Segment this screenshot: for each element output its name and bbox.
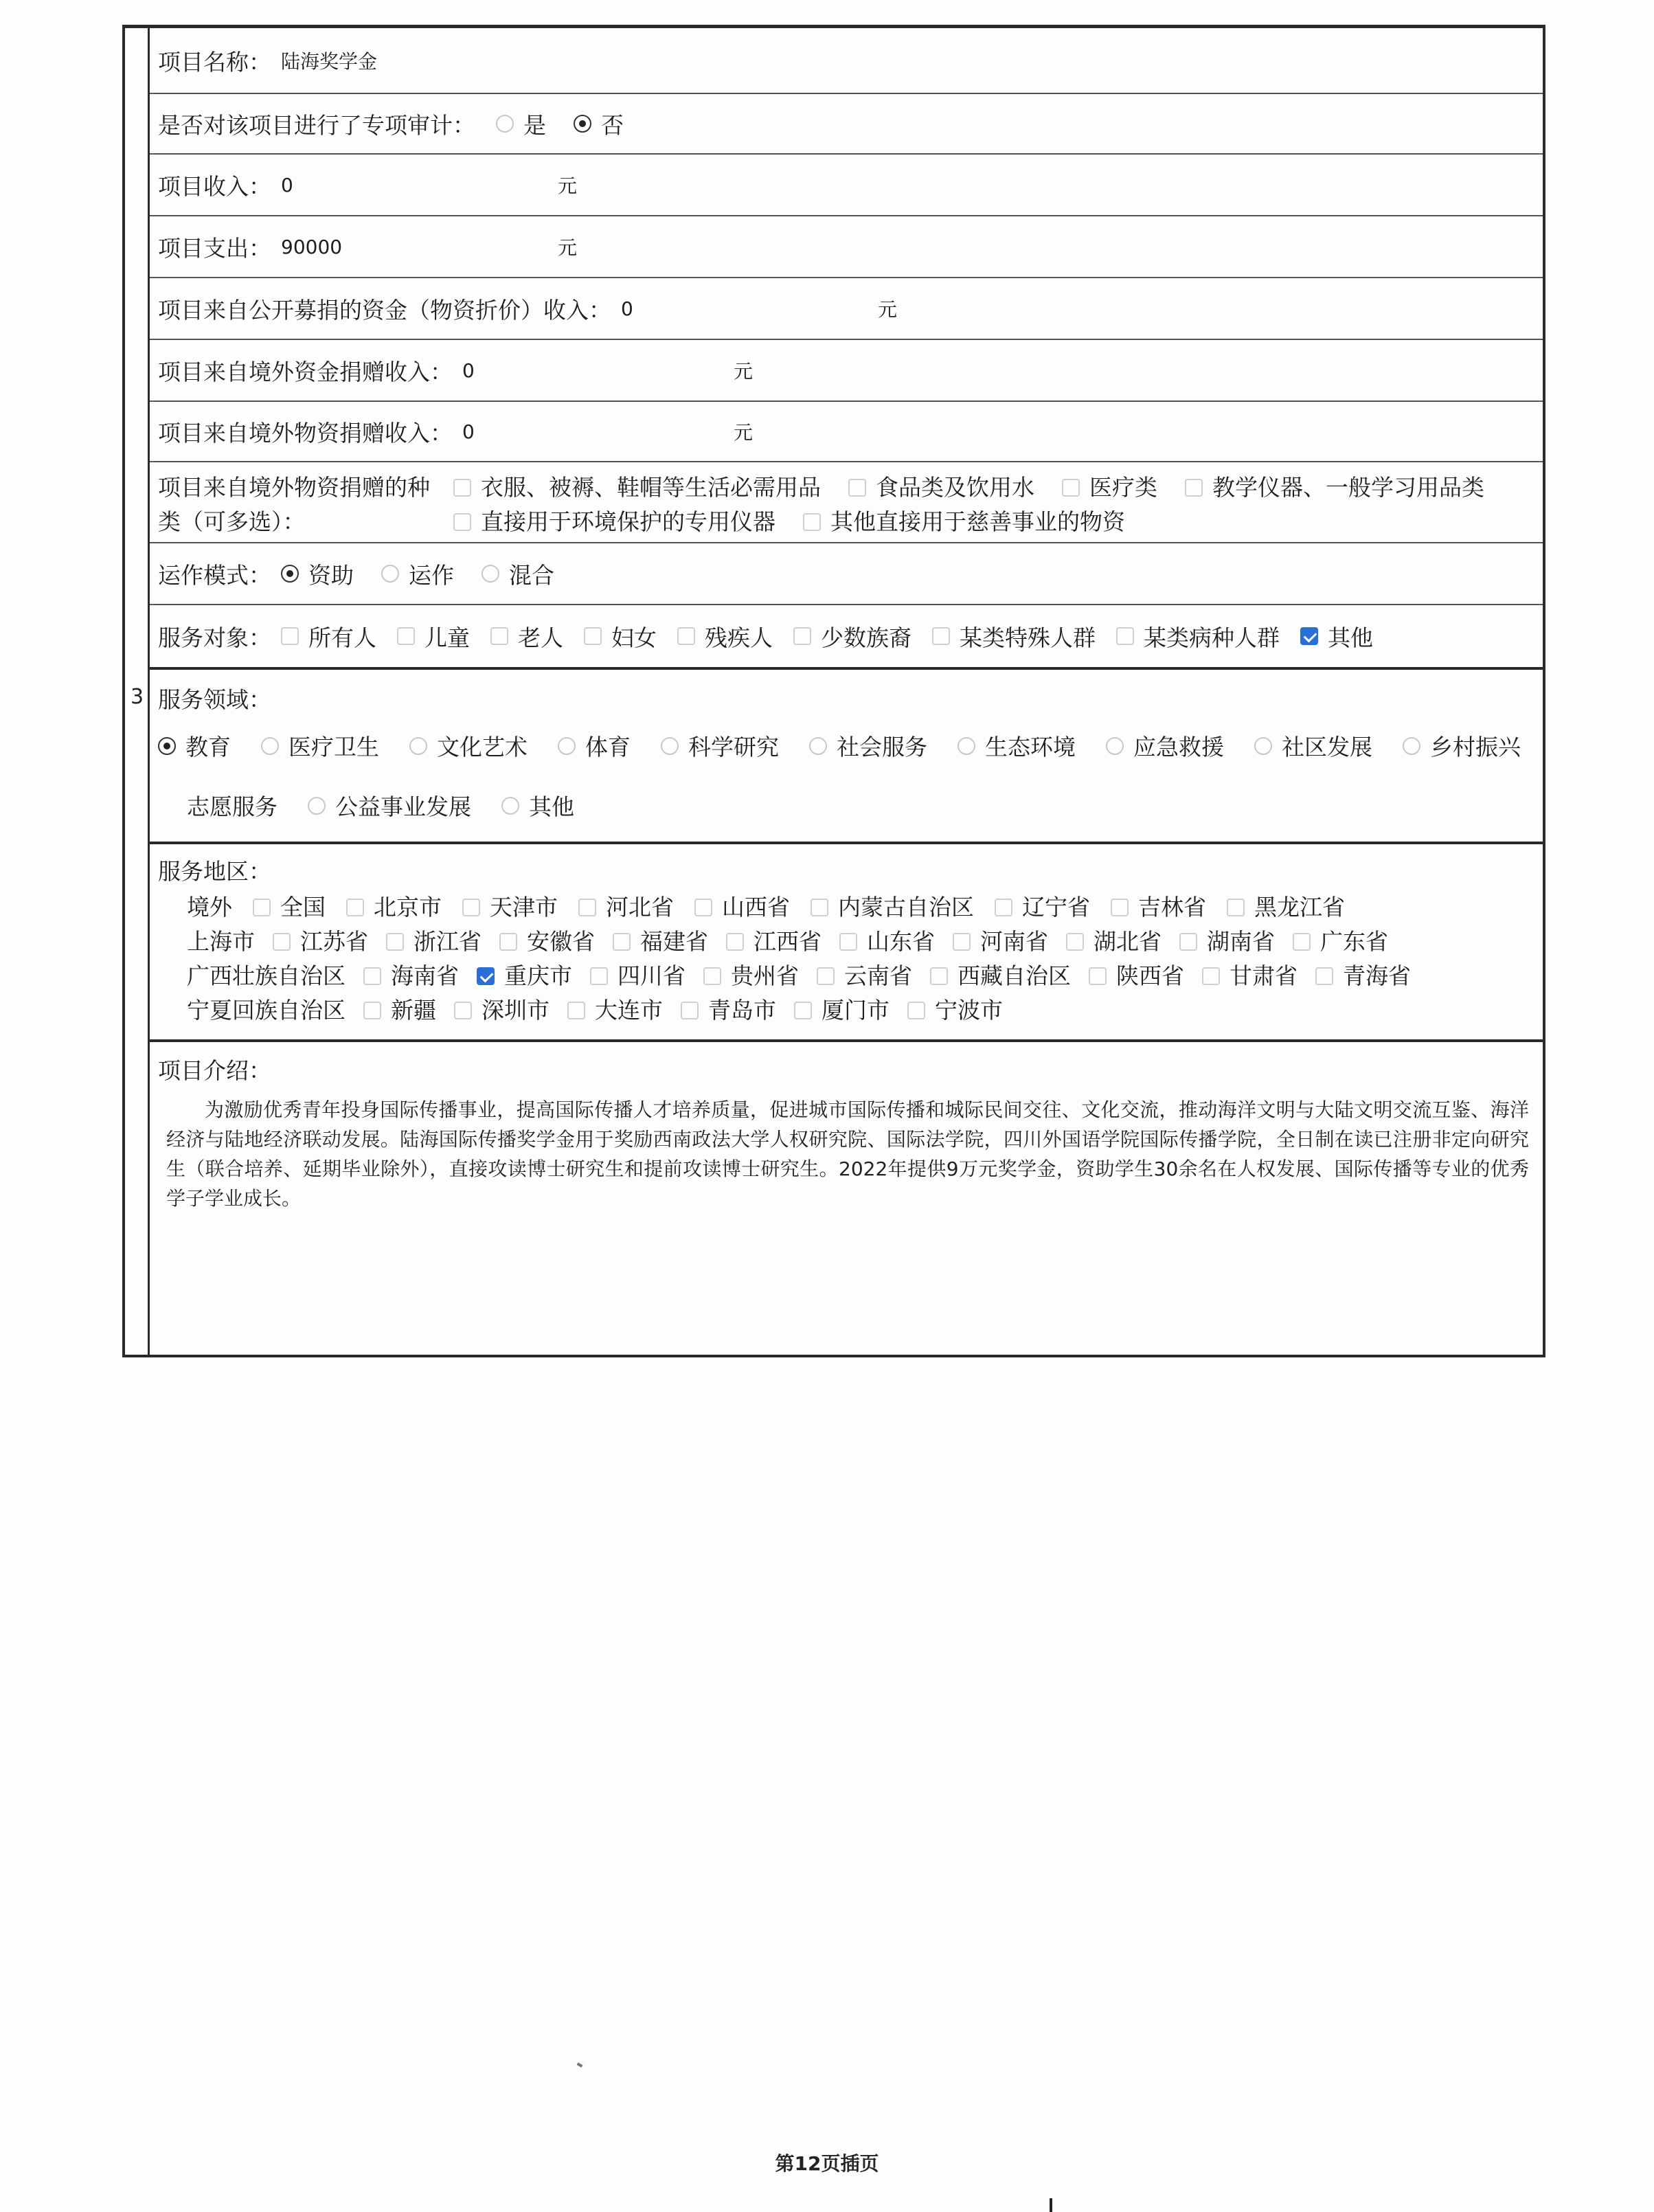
region-label: 青海省 bbox=[1343, 962, 1411, 989]
radio-icon bbox=[308, 797, 326, 815]
income-label: 项目收入： bbox=[158, 172, 271, 200]
radio-icon bbox=[558, 737, 576, 755]
region-label: 福建省 bbox=[640, 928, 708, 955]
region-option[interactable] bbox=[995, 890, 1090, 925]
radio-icon bbox=[261, 737, 279, 755]
checkbox-icon bbox=[1116, 627, 1134, 645]
region-label: 安徽省 bbox=[527, 928, 595, 955]
audit-option-label: 是 bbox=[523, 111, 546, 139]
table-body bbox=[150, 28, 1543, 1355]
target-option[interactable] bbox=[584, 620, 657, 653]
region-label: 深圳市 bbox=[482, 997, 550, 1024]
regions-line4 bbox=[187, 993, 1543, 1028]
checkbox-icon bbox=[584, 627, 602, 645]
goods-type-label: 直接用于环境保护的专用仪器 bbox=[481, 508, 775, 535]
region-option[interactable] bbox=[454, 993, 550, 1028]
checkbox-icon bbox=[462, 899, 480, 916]
region-option[interactable] bbox=[187, 925, 255, 959]
region-label: 海南省 bbox=[391, 962, 459, 989]
checkbox-icon bbox=[803, 513, 821, 531]
radio-icon bbox=[661, 737, 679, 755]
radio-selected-icon bbox=[158, 737, 176, 755]
project-table bbox=[122, 25, 1545, 1357]
checkbox-checked-icon bbox=[1300, 627, 1318, 645]
income-value[interactable]: 0 bbox=[281, 173, 293, 196]
field-option-label: 其他 bbox=[529, 793, 574, 820]
region-option[interactable] bbox=[726, 925, 822, 959]
goods-type-label: 医疗类 bbox=[1089, 474, 1157, 501]
regions-line3 bbox=[187, 959, 1543, 993]
goods-types-label-line1: 项目来自境外物资捐赠的种 bbox=[158, 474, 430, 501]
field-option-label: 志愿服务 bbox=[187, 793, 277, 820]
intro-text: 为激励优秀青年投身国际传播事业，提高国际传播人才培养质量，促进城市国际传播和城际民间交往、文化交流，推动海洋文明与大陆文明交流互鉴、海洋经济与陆地经济联动发展。陆海国际传播奖学金用于奖励西南政法大学人权研究院、国际法学院，四川外国语学院国际传播学院，全日制在读已注册非定向研究生（联合培养、延期毕业除外），直接攻读博士研究生和提前攻读博士研究生。2022年提供9万元奖学金，资助学生30余名在人权发展、国际传播等专业的优秀学子学业成长。 bbox=[166, 1098, 1529, 1210]
region-option[interactable] bbox=[1179, 925, 1275, 959]
checkbox-icon bbox=[1202, 967, 1220, 985]
field-option-label: 生态环境 bbox=[985, 734, 1076, 760]
checkbox-icon bbox=[848, 479, 866, 497]
region-label: 宁波市 bbox=[935, 997, 1003, 1024]
checkbox-icon bbox=[703, 967, 721, 985]
region-label: 陕西省 bbox=[1116, 962, 1184, 989]
field-option[interactable] bbox=[501, 789, 574, 822]
scan-speck bbox=[577, 2062, 583, 2067]
income-unit: 元 bbox=[558, 174, 578, 197]
regions-label: 服务地区： bbox=[158, 858, 271, 885]
foreign-goods-unit: 元 bbox=[734, 421, 754, 444]
checkbox-icon bbox=[1185, 479, 1203, 497]
field-option-label: 科学研究 bbox=[688, 734, 779, 760]
region-label: 山东省 bbox=[867, 928, 935, 955]
mode-option-funding[interactable] bbox=[281, 558, 354, 590]
checkbox-icon bbox=[1089, 967, 1107, 985]
region-label: 云南省 bbox=[844, 962, 912, 989]
target-option-label: 妇女 bbox=[611, 624, 657, 651]
checkbox-icon bbox=[677, 627, 695, 645]
goods-type-option[interactable] bbox=[1062, 471, 1157, 505]
target-option-label: 某类病种人群 bbox=[1144, 624, 1280, 651]
region-option[interactable] bbox=[363, 959, 459, 993]
field-option-education[interactable] bbox=[158, 730, 231, 762]
region-option[interactable] bbox=[817, 959, 912, 993]
target-option-label: 其他 bbox=[1328, 624, 1373, 651]
region-option[interactable] bbox=[839, 925, 935, 959]
intro-row bbox=[150, 1042, 1543, 1355]
checkbox-icon bbox=[613, 933, 631, 951]
radio-icon bbox=[1403, 737, 1420, 755]
region-label: 北京市 bbox=[374, 894, 442, 921]
field-option-label: 应急救援 bbox=[1133, 734, 1224, 760]
region-option[interactable] bbox=[1227, 890, 1345, 925]
audit-label: 是否对该项目进行了专项审计： bbox=[158, 111, 475, 139]
region-option[interactable] bbox=[930, 959, 1071, 993]
region-option[interactable] bbox=[703, 959, 799, 993]
radio-icon bbox=[501, 797, 519, 815]
expense-unit: 元 bbox=[558, 236, 578, 259]
field-option[interactable] bbox=[1403, 730, 1521, 762]
checkbox-icon bbox=[490, 627, 508, 645]
checkbox-icon bbox=[1315, 967, 1333, 985]
region-option[interactable] bbox=[187, 959, 345, 993]
region-label: 重庆市 bbox=[504, 962, 572, 989]
region-option[interactable] bbox=[1111, 890, 1206, 925]
checkbox-checked-icon bbox=[477, 967, 495, 985]
region-option[interactable] bbox=[794, 993, 890, 1028]
radio-icon bbox=[496, 115, 514, 133]
region-option[interactable] bbox=[462, 890, 558, 925]
radio-icon bbox=[381, 565, 399, 583]
region-label: 浙江省 bbox=[414, 928, 482, 955]
foreign-fund-value[interactable]: 0 bbox=[462, 359, 475, 382]
checkbox-icon bbox=[1227, 899, 1245, 916]
field-option[interactable] bbox=[308, 789, 471, 822]
foreign-goods-value[interactable]: 0 bbox=[462, 420, 475, 443]
region-label: 吉林省 bbox=[1138, 894, 1206, 921]
field-option[interactable] bbox=[409, 730, 528, 762]
goods-types-label bbox=[158, 471, 453, 539]
region-label: 境外 bbox=[187, 894, 232, 921]
checkbox-icon bbox=[932, 627, 950, 645]
goods-types-options bbox=[453, 471, 1512, 539]
region-label: 黑龙江省 bbox=[1254, 894, 1345, 921]
field-option-label: 文化艺术 bbox=[437, 734, 528, 760]
field-option-label: 社会服务 bbox=[837, 734, 927, 760]
checkbox-icon bbox=[499, 933, 517, 951]
row-number: 3 bbox=[131, 685, 144, 709]
expense-value[interactable]: 90000 bbox=[281, 235, 343, 258]
field-option[interactable] bbox=[661, 730, 779, 762]
income-row bbox=[150, 155, 1543, 216]
region-option[interactable] bbox=[363, 993, 436, 1028]
field-option[interactable] bbox=[809, 730, 927, 762]
project-name-label: 项目名称： bbox=[158, 48, 271, 76]
foreign-goods-label: 项目来自境外物资捐赠收入： bbox=[158, 419, 453, 447]
expense-label: 项目支出： bbox=[158, 234, 271, 262]
region-label: 西藏自治区 bbox=[958, 962, 1071, 989]
goods-types-row bbox=[150, 462, 1543, 543]
checkbox-icon bbox=[453, 479, 471, 497]
fields-options-line2 bbox=[158, 789, 1543, 822]
mode-option-label: 运作 bbox=[409, 561, 454, 589]
regions-options bbox=[158, 890, 1543, 1028]
region-label: 内蒙古自治区 bbox=[838, 894, 974, 921]
region-label: 河北省 bbox=[606, 894, 674, 921]
region-label: 宁夏回族自治区 bbox=[187, 997, 345, 1024]
region-option[interactable] bbox=[253, 890, 326, 925]
foreign-goods-row bbox=[150, 402, 1543, 462]
goods-types-label-line2: 类（可多选）： bbox=[158, 508, 306, 535]
region-label: 辽宁省 bbox=[1022, 894, 1090, 921]
audit-option-no[interactable] bbox=[574, 108, 624, 140]
goods-type-label: 其他直接用于慈善事业的物资 bbox=[830, 508, 1125, 535]
field-option-label: 乡村振兴 bbox=[1430, 734, 1521, 760]
mode-label: 运作模式： bbox=[158, 561, 271, 589]
region-label: 山西省 bbox=[722, 894, 790, 921]
field-option[interactable] bbox=[558, 730, 631, 762]
radio-icon bbox=[409, 737, 427, 755]
page-footer: 第12页插页 bbox=[775, 2152, 879, 2175]
region-label: 四川省 bbox=[618, 962, 686, 989]
checkbox-icon bbox=[817, 967, 835, 985]
checkbox-icon bbox=[567, 1002, 585, 1019]
radio-icon bbox=[1254, 737, 1272, 755]
checkbox-icon bbox=[273, 933, 291, 951]
field-option[interactable] bbox=[1254, 730, 1372, 762]
region-label: 青岛市 bbox=[708, 997, 776, 1024]
radio-selected-icon bbox=[281, 565, 299, 583]
field-option-label: 公益事业发展 bbox=[335, 793, 471, 820]
target-option-label: 老人 bbox=[518, 624, 563, 651]
field-option[interactable] bbox=[261, 730, 379, 762]
target-option-label: 残疾人 bbox=[705, 624, 773, 651]
field-option-label: 教育 bbox=[185, 734, 231, 760]
radio-selected-icon bbox=[574, 115, 591, 133]
region-option[interactable] bbox=[1089, 959, 1184, 993]
goods-type-label: 食品类及饮用水 bbox=[876, 474, 1034, 501]
goods-type-option[interactable] bbox=[453, 505, 775, 539]
region-label: 广东省 bbox=[1320, 928, 1388, 955]
region-option[interactable] bbox=[1202, 959, 1298, 993]
checkbox-icon bbox=[1179, 933, 1197, 951]
target-option-label: 少数族裔 bbox=[821, 624, 911, 651]
region-label: 甘肃省 bbox=[1230, 962, 1298, 989]
target-option[interactable] bbox=[793, 620, 911, 653]
region-label: 湖北省 bbox=[1094, 928, 1162, 955]
checkbox-icon bbox=[363, 967, 381, 985]
checkbox-icon bbox=[839, 933, 857, 951]
public-fund-label: 项目来自公开募捐的资金（物资折价）收入： bbox=[158, 296, 611, 324]
foreign-fund-unit: 元 bbox=[734, 360, 754, 383]
region-label: 新疆 bbox=[391, 997, 436, 1024]
region-label: 厦门市 bbox=[822, 997, 890, 1024]
mode-option-label: 资助 bbox=[308, 561, 354, 589]
region-option[interactable] bbox=[187, 890, 232, 925]
checkbox-icon bbox=[953, 933, 971, 951]
mode-option-operation[interactable] bbox=[381, 558, 454, 590]
checkbox-icon bbox=[930, 967, 948, 985]
fields-row bbox=[150, 670, 1543, 844]
region-option[interactable] bbox=[1066, 925, 1162, 959]
region-label: 河南省 bbox=[980, 928, 1048, 955]
checkbox-icon bbox=[907, 1002, 925, 1019]
scan-mark bbox=[1050, 2198, 1052, 2212]
field-option[interactable] bbox=[958, 730, 1076, 762]
targets-row bbox=[150, 605, 1543, 670]
region-label: 大连市 bbox=[595, 997, 663, 1024]
checkbox-icon bbox=[590, 967, 608, 985]
region-option[interactable] bbox=[578, 890, 674, 925]
public-fund-unit: 元 bbox=[878, 298, 898, 321]
region-option[interactable] bbox=[567, 993, 663, 1028]
region-label: 上海市 bbox=[187, 928, 255, 955]
audit-option-label: 否 bbox=[601, 111, 624, 139]
region-option[interactable] bbox=[1293, 925, 1388, 959]
goods-type-label: 衣服、被褥、鞋帽等生活必需用品 bbox=[481, 474, 821, 501]
region-option[interactable] bbox=[907, 993, 1003, 1028]
field-option-label: 医疗卫生 bbox=[288, 734, 379, 760]
audit-row bbox=[150, 94, 1543, 155]
public-fund-value[interactable]: 0 bbox=[621, 297, 633, 320]
goods-type-option[interactable] bbox=[453, 471, 821, 505]
target-option[interactable] bbox=[281, 620, 376, 653]
target-option-other[interactable] bbox=[1300, 620, 1373, 653]
region-option[interactable] bbox=[187, 993, 345, 1028]
region-option[interactable] bbox=[346, 890, 442, 925]
checkbox-icon bbox=[1066, 933, 1084, 951]
fields-options-line1 bbox=[158, 730, 1543, 762]
checkbox-icon bbox=[386, 933, 404, 951]
region-label: 天津市 bbox=[490, 894, 558, 921]
checkbox-icon bbox=[1111, 899, 1129, 916]
region-label: 湖南省 bbox=[1207, 928, 1275, 955]
checkbox-icon bbox=[681, 1002, 699, 1019]
public-fund-row bbox=[150, 278, 1543, 340]
region-label: 江西省 bbox=[754, 928, 822, 955]
regions-line2 bbox=[187, 925, 1543, 959]
expense-row bbox=[150, 216, 1543, 278]
target-option[interactable] bbox=[932, 620, 1096, 653]
region-label: 贵州省 bbox=[731, 962, 799, 989]
field-option[interactable] bbox=[1106, 730, 1224, 762]
target-option-label: 所有人 bbox=[308, 624, 376, 651]
checkbox-icon bbox=[346, 899, 364, 916]
region-option[interactable] bbox=[953, 925, 1048, 959]
fields-label: 服务领域： bbox=[158, 686, 271, 713]
checkbox-icon bbox=[726, 933, 744, 951]
radio-icon bbox=[482, 565, 499, 583]
checkbox-icon bbox=[793, 627, 811, 645]
intro-label: 项目介绍： bbox=[158, 1057, 271, 1084]
region-option[interactable] bbox=[386, 925, 482, 959]
targets-label: 服务对象： bbox=[158, 624, 271, 651]
region-option[interactable] bbox=[1315, 959, 1411, 993]
audit-option-yes[interactable] bbox=[496, 108, 546, 140]
checkbox-icon bbox=[578, 899, 596, 916]
target-option[interactable] bbox=[677, 620, 773, 653]
checkbox-icon bbox=[995, 899, 1012, 916]
checkbox-icon bbox=[1062, 479, 1080, 497]
region-option[interactable] bbox=[499, 925, 595, 959]
checkbox-icon bbox=[453, 513, 471, 531]
region-label: 广西壮族自治区 bbox=[187, 962, 345, 989]
target-option-label: 儿童 bbox=[424, 624, 470, 651]
checkbox-icon bbox=[694, 899, 712, 916]
region-option[interactable] bbox=[811, 890, 974, 925]
goods-type-option[interactable] bbox=[848, 471, 1034, 505]
checkbox-icon bbox=[253, 899, 271, 916]
region-label: 全国 bbox=[280, 894, 326, 921]
mode-row bbox=[150, 543, 1543, 605]
checkbox-icon bbox=[454, 1002, 472, 1019]
region-label: 江苏省 bbox=[300, 928, 368, 955]
target-option[interactable] bbox=[1116, 620, 1280, 653]
checkbox-icon bbox=[363, 1002, 381, 1019]
radio-icon bbox=[958, 737, 975, 755]
mode-option-mixed[interactable] bbox=[482, 558, 554, 590]
goods-type-label: 教学仪器、一般学习用品类 bbox=[1212, 474, 1484, 501]
target-option[interactable] bbox=[490, 620, 563, 653]
field-option[interactable] bbox=[187, 789, 277, 822]
checkbox-icon bbox=[397, 627, 415, 645]
radio-icon bbox=[809, 737, 827, 755]
foreign-fund-row bbox=[150, 340, 1543, 402]
goods-type-option[interactable] bbox=[803, 505, 1125, 539]
field-option-label: 体育 bbox=[585, 734, 631, 760]
field-option-label: 社区发展 bbox=[1282, 734, 1372, 760]
checkbox-icon bbox=[794, 1002, 812, 1019]
regions-line1 bbox=[187, 890, 1543, 925]
region-option-chongqing[interactable] bbox=[477, 959, 572, 993]
checkbox-icon bbox=[281, 627, 299, 645]
region-option[interactable] bbox=[681, 993, 776, 1028]
radio-icon bbox=[1106, 737, 1124, 755]
target-option-label: 某类特殊人群 bbox=[960, 624, 1096, 651]
region-option[interactable] bbox=[590, 959, 686, 993]
row-number-column bbox=[125, 28, 150, 1355]
target-option[interactable] bbox=[397, 620, 470, 653]
project-name-value[interactable]: 陆海奖学金 bbox=[281, 50, 378, 73]
checkbox-icon bbox=[811, 899, 828, 916]
region-option[interactable] bbox=[273, 925, 368, 959]
checkbox-icon bbox=[1293, 933, 1311, 951]
region-option[interactable] bbox=[694, 890, 790, 925]
goods-type-option[interactable] bbox=[1185, 471, 1484, 505]
regions-row bbox=[150, 844, 1543, 1042]
mode-option-label: 混合 bbox=[509, 561, 554, 589]
region-option[interactable] bbox=[613, 925, 708, 959]
project-name-row bbox=[150, 28, 1543, 94]
foreign-fund-label: 项目来自境外资金捐赠收入： bbox=[158, 358, 453, 385]
